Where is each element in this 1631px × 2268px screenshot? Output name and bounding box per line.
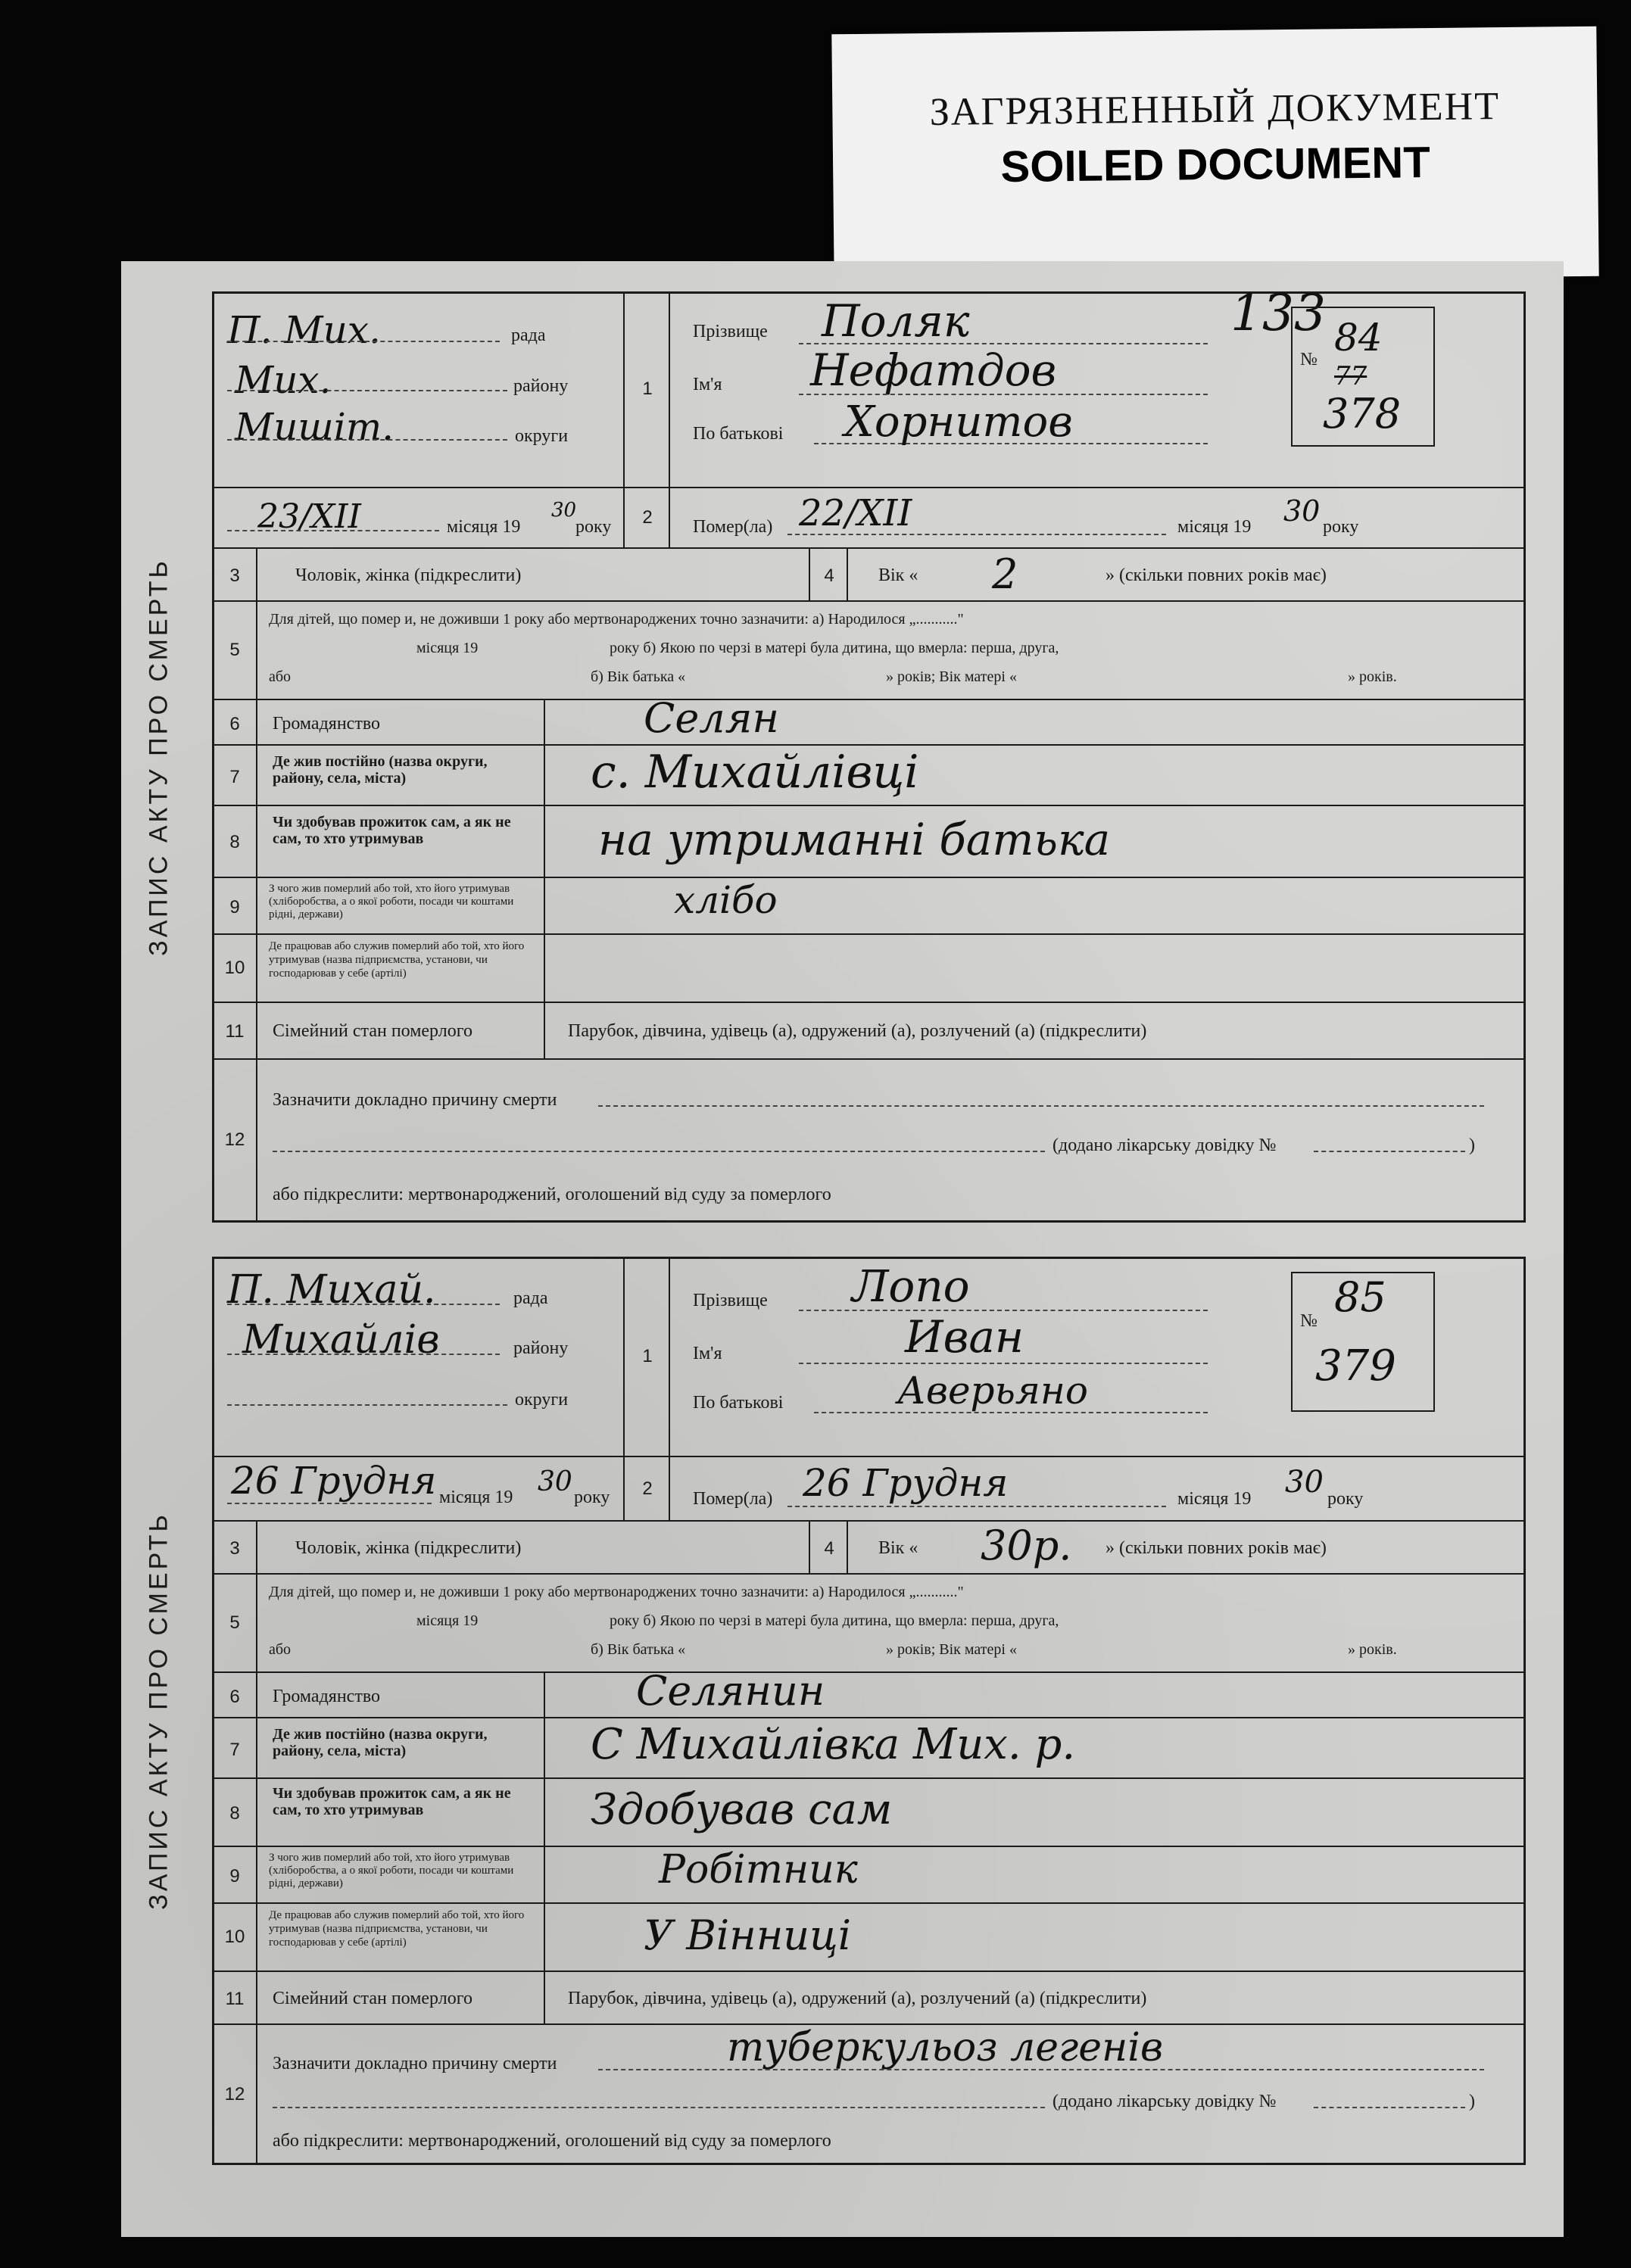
record-number-box: № 85 379 (1291, 1272, 1435, 1412)
sex-field: Чоловік, жінка (підкреслити) (257, 1522, 810, 1575)
surname-value: Поляк (822, 295, 970, 347)
death-record-2: ЗАПИС АКТУ ПРО СМЕРТЬ П. Михай. рада Михайлів району округи 26 Грудня місяця 19 30 року 1 2 Прізвище Лопо Ім'я Иван По батькові Аверьяно № 85 379 Помер(ла) 26 Грудня місяця 19 30 року 3 Чоловік, жінка (підкреслити) 4 Вік « 30р. » (скільки повних років має) 5 Для дітей, що помер и, не доживши 1 року або мертвонароджених точно зазначити: а) Народилося „..........." місяця 19 року б) Якою по черзі в матері була дитина, що вмерла: перша, друга, або б) Вік батька « » років; Вік матері « » років. 6 Громадянство Селянин 7 Де жив постійно (назва округи, району, села, міста) С Михайлівка Мих. р. 8 Чи здобував прожиток сам, а як не сам, то хто утримував Здобував сам 9 З чого жив померлий або той, хто його утримував (хліборобства, а о якої роботи, посади чи коштами рідні, держави) Робітник 10 Де працював або служив померлий або той, хто його утримував (назва підприємства, установи, чи господарював у себе (артілі) У Вінниці 11 Сімейний стан померлого Парубок, дівчина, удівець (а), одружений (а), розлучений (а) (підкреслити) 12 Зазначити докладно причину смерти туберкульоз легенів (додано лікарську довідку № ) або підкреслити: мертвонароджений, оголошений від суду за померлого (212, 1257, 1526, 2165)
workplace-value: У Вінниці (644, 1911, 852, 1959)
age-value: 2 (992, 550, 1018, 598)
livelihood-value: на утриманні батька (598, 814, 1111, 865)
name-value: Нефатдов (810, 344, 1057, 396)
livelihood-field (545, 1779, 1526, 1847)
residence-field (545, 746, 1526, 806)
rada-value: П. Мих. (227, 308, 381, 352)
residence-value: с. Михайлівці (591, 746, 919, 799)
record-number: 84 (1334, 316, 1383, 360)
death-date-block: Помер(ла) 26 Грудня місяця 19 30 року (670, 1457, 1526, 1522)
source-of-living-field (545, 1847, 1526, 1904)
record-number-top: 133 (1230, 284, 1326, 342)
source-of-living-value: хлібо (674, 878, 778, 922)
deceased-name-block: Прізвище Поляк Ім'я Нефатдов По батькові Хорнитов 133 (670, 291, 1526, 488)
rada-label: рада (511, 326, 546, 345)
registration-year: 30 (538, 1466, 572, 1497)
death-year: 30 (1283, 494, 1321, 528)
workplace-field (545, 935, 1526, 1003)
infant-details-field: Для дітей, що помер и, не доживши 1 року або мертвонароджених точно зазначити: а) Народилося „..........." місяця 19 року б) Якою по черзі в матері була дитина, що вмерла: перша, друга, або б) Вік батька « » років; Вік матері « » років. (257, 1575, 1526, 1673)
registration-date: 26 Грудня (231, 1459, 437, 1503)
cause-of-death-value: туберкульоз легенів (727, 2025, 1164, 2070)
registration-year: 30 (551, 499, 577, 522)
citizenship-field (545, 1667, 1526, 1718)
age-field: Вік « 2 » (скільки повних років має) (848, 549, 1526, 602)
deceased-name-block: Прізвище Лопо Ім'я Иван По батькові Аверьяно (670, 1257, 1526, 1457)
infant-details-field: Для дітей, що помер и, не доживши 1 року або мертвонароджених точно зазначити: а) Народилося „..........." місяця 19 року б) Якою по черзі в матері була дитина, що вмерла: перша, друга, або б) Вік батька « » років; Вік матері « » років. (257, 602, 1526, 700)
record-vertical-title: ЗАПИС АКТУ ПРО СМЕРТЬ (144, 558, 173, 956)
record-number-total: 379 (1315, 1341, 1396, 1391)
patronymic-value: Хорнитов (844, 397, 1073, 447)
registration-place-block (212, 291, 625, 488)
death-record-1: ЗАПИС АКТУ ПРО СМЕРТЬ П. Мих. рада Мих. району Мишіт. округи 23/XII місяця 19 30 року 1 2 Прізвище Поляк Ім'я Нефатдов По батькові Хорнитов 133 № 84 77 378 Помер(ла) 22/XII місяця 19 30 року 3 Чоловік, жінка (підкреслити) 4 Вік « 2 » (скільки повних років має) 5 Для дітей, що помер и, не доживши 1 року або мертвонароджених точно зазначити: а) Народилося „..........." місяця 19 року б) Якою по черзі в матері була дитина, що вмерла: перша, друга, або б) Вік батька « » років; Вік матері « » років. 6 Громадянство Селян 7 Де жив постійно (назва округи, району, села, міста) с. Михайлівці 8 Чи здобував прожиток сам, а як не сам, то хто утримував на утриманні батька 9 З чого жив померлий або той, хто його утримував (хліборобства, а о якої роботи, посади чи коштами рідні, держави) хлібо 10 Де працював або служив померлий або той, хто його утримував (назва підприємства, установи, чи господарював у себе (артілі) 11 Сімейний стан померлого Парубок, дівчина, удівець (а), одружений (а), розлучений (а) (підкреслити) 12 Зазначити докладно причину смерти (додано лікарську довідку № ) або підкреслити: мертвонароджений, оголошений від суду за померлого (212, 291, 1526, 1223)
raion-value: Мих. (235, 358, 332, 402)
residence-field (545, 1718, 1526, 1779)
cause-of-death-field: Зазначити докладно причину смерти (додано лікарську довідку № ) або підкреслити: мертвонароджений, оголошений від суду за померлого (257, 1060, 1526, 1223)
raion-label: району (513, 376, 569, 396)
marital-status-field: Парубок, дівчина, удівець (а), одружений (а), розлучений (а) (підкреслити) (545, 1972, 1526, 2025)
death-year: 30 (1285, 1465, 1324, 1500)
record-number-box: № 84 77 378 (1291, 307, 1435, 447)
okruha-label: округи (515, 426, 569, 446)
citizenship-value: Селян (644, 694, 779, 742)
soiled-document-stamp (831, 26, 1598, 285)
residence-value: С Михайлівка Мих. р. (591, 1720, 1076, 1769)
death-date: 22/XII (799, 492, 912, 534)
raion-value: Михайлів (242, 1317, 440, 1363)
registration-date-block: 26 Грудня місяця 19 30 року (212, 1457, 625, 1522)
record-number-total: 378 (1323, 390, 1402, 438)
registration-date: 23/XII (257, 497, 361, 536)
stamp-line-ru: ЗАГРЯЗНЕННЫЙ ДОКУМЕНТ (929, 85, 1501, 134)
source-of-living-field (545, 878, 1526, 935)
name-value: Иван (905, 1311, 1024, 1363)
age-value: 30р. (981, 1522, 1072, 1569)
record-number-struck: 77 (1334, 361, 1367, 391)
death-date: 26 Грудня (803, 1461, 1009, 1505)
sex-field: Чоловік, жінка (підкреслити) (257, 549, 810, 602)
record-number: 85 (1334, 1273, 1386, 1321)
workplace-field (545, 1904, 1526, 1972)
citizenship-value: Селянин (636, 1667, 825, 1715)
surname-value: Лопо (852, 1260, 970, 1312)
patronymic-value: Аверьяно (897, 1369, 1088, 1413)
cause-of-death-field: Зазначити докладно причину смерти туберкульоз легенів (додано лікарську довідку № ) або підкреслити: мертвонароджений, оголошений від суду за померлого (257, 2025, 1526, 2165)
livelihood-field (545, 806, 1526, 878)
marital-status-field: Парубок, дівчина, удівець (а), одружений (а), розлучений (а) (підкреслити) (545, 1003, 1526, 1060)
livelihood-value: Здобував сам (591, 1785, 893, 1834)
registration-date-block: 23/XII місяця 19 30 року (212, 488, 625, 549)
okruha-value: Мишіт. (235, 405, 394, 449)
age-field: Вік « 30р. » (скільки повних років має) (848, 1522, 1526, 1575)
registration-place-block: П. Михай. рада Михайлів району округи (212, 1257, 625, 1457)
document-sheet (121, 261, 1564, 2237)
source-of-living-value: Робітник (659, 1847, 858, 1893)
death-date-block: Помер(ла) 22/XII місяця 19 30 року (670, 488, 1526, 549)
citizenship-field (545, 694, 1526, 746)
rada-value: П. Михай. (227, 1267, 436, 1313)
record-vertical-title: ЗАПИС АКТУ ПРО СМЕРТЬ (144, 1512, 173, 1910)
stamp-line-en: SOILED DOCUMENT (1000, 138, 1431, 192)
